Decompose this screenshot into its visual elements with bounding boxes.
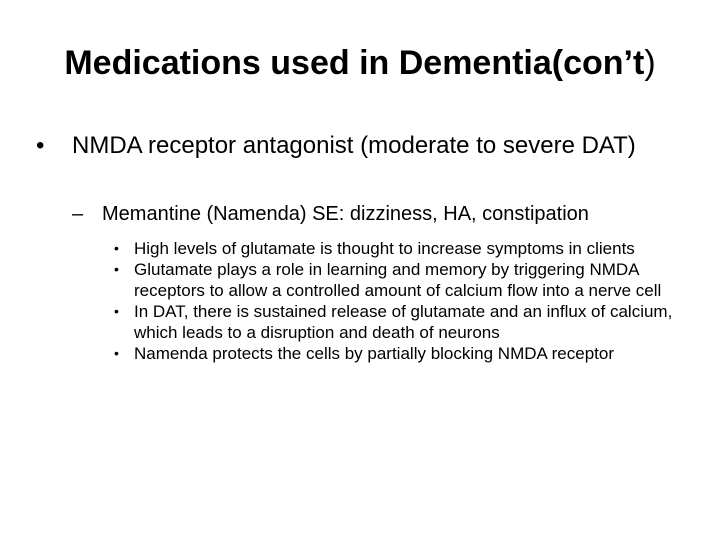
bullet-level-2	[72, 200, 692, 228]
sub-bullet-text: Glutamate plays a role in learning and memory by triggering NMDA receptors to allow a controlled amount of calcium flow into a nerve cell	[134, 260, 662, 300]
sub-bullet-item	[114, 259, 684, 301]
sub-bullet-item	[114, 301, 684, 343]
bullet-marker: •	[114, 345, 119, 361]
slide-title-main: Medications used in Dementia(con’t	[64, 44, 645, 82]
slide-title-tail: )	[644, 44, 656, 82]
sub-bullet-item	[114, 343, 684, 364]
dash-marker: –	[72, 203, 84, 225]
sub-bullet-text: In DAT, there is sustained release of glutamate and an influx of calcium, which leads to a disruption and death of neurons	[134, 302, 673, 342]
bullet-marker: •	[114, 261, 119, 277]
bullet-marker: •	[36, 132, 45, 159]
bullet-level-2-text: Memantine (Namenda) SE: dizziness, HA, constipation	[102, 203, 589, 225]
sub-bullet-item	[114, 238, 684, 259]
sub-bullet-list	[114, 238, 684, 364]
bullet-level-1-text: NMDA receptor antagonist (moderate to severe DAT)	[72, 132, 636, 159]
slide-title	[36, 44, 684, 83]
bullet-marker: •	[114, 303, 119, 319]
bullet-level-1	[36, 131, 676, 161]
bullet-marker: •	[114, 240, 119, 256]
sub-bullet-text: High levels of glutamate is thought to increase symptoms in clients	[134, 239, 635, 258]
sub-bullet-text: Namenda protects the cells by partially blocking NMDA receptor	[134, 344, 614, 363]
